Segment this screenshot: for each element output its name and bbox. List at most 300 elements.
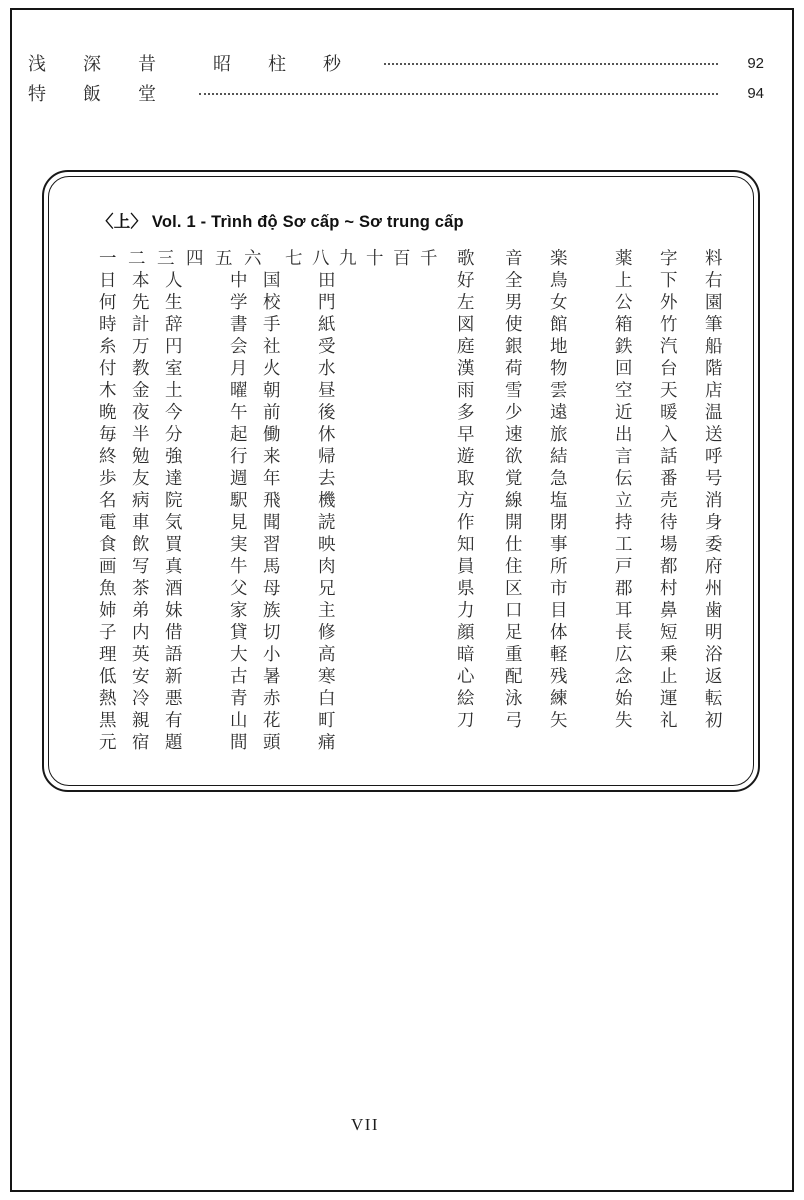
kanji-cell: 借 — [165, 623, 183, 643]
kanji-cell: 雨 — [457, 381, 475, 401]
kanji-cell: 近 — [615, 403, 633, 423]
kanji-cell: 本 — [132, 271, 150, 291]
kanji-cell: 何 — [99, 293, 117, 313]
kanji-cell: 父 — [230, 579, 248, 599]
kanji-cell: 五 — [215, 249, 233, 269]
kanji-cell: 学 — [230, 293, 248, 313]
kanji-cell: 話 — [660, 447, 678, 467]
kanji-cell: 月 — [230, 359, 248, 379]
kanji-cell: 青 — [230, 689, 248, 709]
kanji-cell: 住 — [505, 557, 523, 577]
kanji-cell: 年 — [263, 469, 281, 489]
kanji-cell: 酒 — [165, 579, 183, 599]
kanji-cell: 立 — [615, 491, 633, 511]
kanji-cell: 乗 — [660, 645, 678, 665]
kanji-cell: 物 — [550, 359, 568, 379]
kanji-cell: 送 — [705, 425, 723, 445]
kanji-cell: 刀 — [457, 711, 475, 731]
kanji-cell: 急 — [550, 469, 568, 489]
kanji-row — [99, 490, 729, 512]
kanji-cell: 親 — [132, 711, 150, 731]
kanji-cell: 十 — [366, 249, 384, 269]
kanji-cell: 中 — [230, 271, 248, 291]
kanji-cell: 毎 — [99, 425, 117, 445]
kanji-cell: 族 — [263, 601, 281, 621]
kanji-row — [99, 270, 729, 292]
kanji-cell: 主 — [318, 601, 336, 621]
kanji-cell: 練 — [550, 689, 568, 709]
kanji-row — [99, 468, 729, 490]
kanji-cell: 町 — [318, 711, 336, 731]
kanji-cell: 教 — [132, 359, 150, 379]
kanji-cell: 水 — [318, 359, 336, 379]
kanji-cell: 歌 — [457, 249, 475, 269]
kanji-cell: 痛 — [318, 733, 336, 753]
kanji-cell: 汽 — [660, 337, 678, 357]
kanji-cell: 熱 — [99, 689, 117, 709]
kanji-cell: 礼 — [660, 711, 678, 731]
kanji-cell: 茶 — [132, 579, 150, 599]
kanji-cell: 天 — [660, 381, 678, 401]
kanji-cell: 地 — [550, 337, 568, 357]
kanji-cell: 修 — [318, 623, 336, 643]
kanji-cell: 紙 — [318, 315, 336, 335]
kanji-cell: 晩 — [99, 403, 117, 423]
kanji-cell: 雲 — [550, 381, 568, 401]
kanji-cell: 員 — [457, 557, 475, 577]
kanji-cell: 飛 — [263, 491, 281, 511]
kanji-cell: 去 — [318, 469, 336, 489]
index-kanji: 柱 — [268, 54, 286, 75]
kanji-row — [99, 424, 729, 446]
kanji-cell: 真 — [165, 557, 183, 577]
index-entry — [28, 78, 764, 108]
kanji-cell: 市 — [550, 579, 568, 599]
kanji-cell: 足 — [505, 623, 523, 643]
kanji-cell: 古 — [230, 667, 248, 687]
kanji-cell: 働 — [263, 425, 281, 445]
kanji-cell: 字 — [660, 249, 678, 269]
kanji-row — [99, 556, 729, 578]
kanji-cell: 欲 — [505, 447, 523, 467]
kanji-cell: 万 — [132, 337, 150, 357]
kanji-cell: 画 — [99, 557, 117, 577]
kanji-cell: 語 — [165, 645, 183, 665]
kanji-cell: 帰 — [318, 447, 336, 467]
kanji-cell: 低 — [99, 667, 117, 687]
kanji-cell: 雪 — [505, 381, 523, 401]
kanji-row — [99, 402, 729, 424]
kanji-cell: 回 — [615, 359, 633, 379]
kanji-cell: 郡 — [615, 579, 633, 599]
kanji-row — [99, 600, 729, 622]
kanji-cell: 病 — [132, 491, 150, 511]
kanji-cell: 弟 — [132, 601, 150, 621]
kanji-cell: 言 — [615, 447, 633, 467]
kanji-row — [99, 336, 729, 358]
kanji-cell: 先 — [132, 293, 150, 313]
kanji-cell: 入 — [660, 425, 678, 445]
kanji-cell: 八 — [312, 249, 330, 269]
kanji-cell: 大 — [230, 645, 248, 665]
kanji-cell: 念 — [615, 667, 633, 687]
kanji-cell: 早 — [457, 425, 475, 445]
kanji-cell: 英 — [132, 645, 150, 665]
kanji-cell: 好 — [457, 271, 475, 291]
kanji-cell: 冷 — [132, 689, 150, 709]
kanji-cell: 読 — [318, 513, 336, 533]
kanji-cell: 室 — [165, 359, 183, 379]
kanji-cell: 元 — [99, 733, 117, 753]
kanji-cell: 曜 — [230, 381, 248, 401]
kanji-cell: 番 — [660, 469, 678, 489]
kanji-cell: 遠 — [550, 403, 568, 423]
kanji-cell: 週 — [230, 469, 248, 489]
kanji-cell: 車 — [132, 513, 150, 533]
kanji-cell: 方 — [457, 491, 475, 511]
kanji-cell: 会 — [230, 337, 248, 357]
kanji-cell: 速 — [505, 425, 523, 445]
kanji-row — [99, 358, 729, 380]
kanji-cell: 気 — [165, 513, 183, 533]
kanji-cell: 口 — [505, 601, 523, 621]
kanji-cell: 映 — [318, 535, 336, 555]
index-page-number: 92 — [747, 54, 764, 72]
kanji-cell: 起 — [230, 425, 248, 445]
kanji-cell: 牛 — [230, 557, 248, 577]
kanji-cell: 休 — [318, 425, 336, 445]
kanji-cell: 付 — [99, 359, 117, 379]
kanji-cell: 六 — [244, 249, 262, 269]
kanji-cell: 薬 — [615, 249, 633, 269]
kanji-cell: 作 — [457, 513, 475, 533]
kanji-cell: 残 — [550, 667, 568, 687]
kanji-cell: 温 — [705, 403, 723, 423]
kanji-cell: 歯 — [705, 601, 723, 621]
kanji-cell: 姉 — [99, 601, 117, 621]
kanji-cell: 兄 — [318, 579, 336, 599]
kanji-cell: 実 — [230, 535, 248, 555]
kanji-cell: 朝 — [263, 381, 281, 401]
kanji-cell: 花 — [263, 711, 281, 731]
kanji-cell: 仕 — [505, 535, 523, 555]
kanji-cell: 目 — [550, 601, 568, 621]
kanji-cell: 荷 — [505, 359, 523, 379]
kanji-cell: 階 — [705, 359, 723, 379]
kanji-cell: 午 — [230, 403, 248, 423]
kanji-cell: 強 — [165, 447, 183, 467]
kanji-cell: 暑 — [263, 667, 281, 687]
kanji-cell: 四 — [186, 249, 204, 269]
kanji-cell: 取 — [457, 469, 475, 489]
kanji-cell: 田 — [318, 271, 336, 291]
kanji-cell: 山 — [230, 711, 248, 731]
kanji-cell: 間 — [230, 733, 248, 753]
kanji-cell: 鼻 — [660, 601, 678, 621]
kanji-cell: 赤 — [263, 689, 281, 709]
kanji-cell: 魚 — [99, 579, 117, 599]
kanji-cell: 校 — [263, 293, 281, 313]
kanji-cell: 空 — [615, 381, 633, 401]
kanji-cell: 身 — [705, 513, 723, 533]
kanji-cell: 計 — [132, 315, 150, 335]
kanji-cell: 失 — [615, 711, 633, 731]
kanji-cell: 行 — [230, 447, 248, 467]
kanji-cell: 都 — [660, 557, 678, 577]
kanji-cell: 悪 — [165, 689, 183, 709]
kanji-cell: 新 — [165, 667, 183, 687]
kanji-cell: 公 — [615, 293, 633, 313]
kanji-cell: 初 — [705, 711, 723, 731]
kanji-cell: 白 — [318, 689, 336, 709]
index-kanji: 浅 — [28, 54, 46, 75]
kanji-cell: 金 — [132, 381, 150, 401]
kanji-cell: 開 — [505, 513, 523, 533]
kanji-cell: 心 — [457, 667, 475, 687]
kanji-cell: 銀 — [505, 337, 523, 357]
kanji-cell: 料 — [705, 249, 723, 269]
kanji-cell: 切 — [263, 623, 281, 643]
kanji-cell: 辞 — [165, 315, 183, 335]
kanji-cell: 肉 — [318, 557, 336, 577]
kanji-cell: 鉄 — [615, 337, 633, 357]
kanji-volume-box — [42, 170, 760, 792]
kanji-cell: 今 — [165, 403, 183, 423]
index-kanji: 秒 — [323, 54, 341, 75]
kanji-cell: 浴 — [705, 645, 723, 665]
kanji-cell: 持 — [615, 513, 633, 533]
kanji-cell: 九 — [339, 249, 357, 269]
kanji-cell: 上 — [615, 271, 633, 291]
kanji-cell: 昼 — [318, 381, 336, 401]
kanji-cell: 県 — [457, 579, 475, 599]
kanji-cell: 知 — [457, 535, 475, 555]
kanji-cell: 夜 — [132, 403, 150, 423]
kanji-cell: 塩 — [550, 491, 568, 511]
kanji-cell: 工 — [615, 535, 633, 555]
kanji-cell: 暗 — [457, 645, 475, 665]
kanji-cell: 二 — [128, 249, 146, 269]
kanji-cell: 泳 — [505, 689, 523, 709]
kanji-cell: 遊 — [457, 447, 475, 467]
kanji-row — [99, 512, 729, 534]
index-kanji: 深 — [83, 54, 101, 75]
index-page-number: 94 — [747, 84, 764, 102]
kanji-cell: 人 — [165, 271, 183, 291]
kanji-row — [99, 446, 729, 468]
kanji-cell: 買 — [165, 535, 183, 555]
kanji-cell: 外 — [660, 293, 678, 313]
kanji-cell: 待 — [660, 513, 678, 533]
kanji-cell: 国 — [263, 271, 281, 291]
kanji-cell: 広 — [615, 645, 633, 665]
kanji-cell: 後 — [318, 403, 336, 423]
kanji-row — [99, 710, 729, 732]
kanji-cell: 三 — [157, 249, 175, 269]
dotted-leader — [199, 93, 718, 95]
kanji-cell: 名 — [99, 491, 117, 511]
index-kanji: 昭 — [213, 54, 231, 75]
kanji-cell: 友 — [132, 469, 150, 489]
kanji-cell: 手 — [263, 315, 281, 335]
kanji-row — [99, 688, 729, 710]
kanji-grid — [99, 248, 729, 754]
kanji-cell: 機 — [318, 491, 336, 511]
kanji-row — [99, 292, 729, 314]
kanji-cell: 子 — [99, 623, 117, 643]
kanji-cell: 消 — [705, 491, 723, 511]
kanji-cell: 左 — [457, 293, 475, 313]
kanji-cell: 右 — [705, 271, 723, 291]
kanji-cell: 所 — [550, 557, 568, 577]
kanji-cell: 七 — [285, 249, 303, 269]
kanji-cell: 歩 — [99, 469, 117, 489]
kanji-cell: 土 — [165, 381, 183, 401]
volume-title: 〈上〉 Vol. 1 - Trình độ Sơ cấp ~ Sơ trung cấp — [97, 213, 464, 231]
kanji-cell: 売 — [660, 491, 678, 511]
kanji-cell: 小 — [263, 645, 281, 665]
dotted-leader — [384, 63, 718, 65]
kanji-cell: 使 — [505, 315, 523, 335]
kanji-cell: 貸 — [230, 623, 248, 643]
kanji-cell: 返 — [705, 667, 723, 687]
kanji-cell: 呼 — [705, 447, 723, 467]
page-number: VII — [350, 1115, 380, 1134]
kanji-cell: 写 — [132, 557, 150, 577]
kanji-cell: 転 — [705, 689, 723, 709]
kanji-cell: 事 — [550, 535, 568, 555]
kanji-cell: 伝 — [615, 469, 633, 489]
kanji-cell: 州 — [705, 579, 723, 599]
kanji-cell: 館 — [550, 315, 568, 335]
kanji-cell: 短 — [660, 623, 678, 643]
kanji-cell: 委 — [705, 535, 723, 555]
kanji-row — [99, 314, 729, 336]
index-list — [28, 48, 764, 108]
kanji-cell: 書 — [230, 315, 248, 335]
kanji-cell: 聞 — [263, 513, 281, 533]
kanji-cell: 前 — [263, 403, 281, 423]
kanji-cell: 母 — [263, 579, 281, 599]
kanji-cell: 習 — [263, 535, 281, 555]
kanji-cell: 運 — [660, 689, 678, 709]
index-kanji: 堂 — [138, 84, 156, 105]
kanji-cell: 下 — [660, 271, 678, 291]
kanji-cell: 一 — [99, 249, 117, 269]
kanji-cell: 半 — [132, 425, 150, 445]
kanji-cell: 見 — [230, 513, 248, 533]
kanji-cell: 戸 — [615, 557, 633, 577]
kanji-cell: 図 — [457, 315, 475, 335]
kanji-cell: 家 — [230, 601, 248, 621]
kanji-cell: 配 — [505, 667, 523, 687]
kanji-cell: 音 — [505, 249, 523, 269]
kanji-cell: 力 — [457, 601, 475, 621]
kanji-cell: 駅 — [230, 491, 248, 511]
kanji-cell: 生 — [165, 293, 183, 313]
kanji-cell: 矢 — [550, 711, 568, 731]
kanji-cell: 有 — [165, 711, 183, 731]
kanji-cell: 園 — [705, 293, 723, 313]
kanji-cell: 体 — [550, 623, 568, 643]
kanji-cell: 竹 — [660, 315, 678, 335]
kanji-cell: 全 — [505, 271, 523, 291]
kanji-cell: 庭 — [457, 337, 475, 357]
kanji-cell: 高 — [318, 645, 336, 665]
kanji-cell: 院 — [165, 491, 183, 511]
kanji-cell: 閉 — [550, 513, 568, 533]
kanji-cell: 絵 — [457, 689, 475, 709]
index-entry — [28, 48, 764, 78]
kanji-cell: 木 — [99, 381, 117, 401]
kanji-cell: 筆 — [705, 315, 723, 335]
kanji-cell: 鳥 — [550, 271, 568, 291]
index-kanji: 飯 — [83, 84, 101, 105]
kanji-cell: 妹 — [165, 601, 183, 621]
kanji-cell: 店 — [705, 381, 723, 401]
kanji-cell: 男 — [505, 293, 523, 313]
kanji-cell: 日 — [99, 271, 117, 291]
kanji-cell: 長 — [615, 623, 633, 643]
kanji-cell: 受 — [318, 337, 336, 357]
kanji-cell: 安 — [132, 667, 150, 687]
kanji-cell: 食 — [99, 535, 117, 555]
kanji-cell: 寒 — [318, 667, 336, 687]
kanji-cell: 理 — [99, 645, 117, 665]
kanji-cell: 旅 — [550, 425, 568, 445]
kanji-cell: 分 — [165, 425, 183, 445]
kanji-cell: 黒 — [99, 711, 117, 731]
kanji-cell: 重 — [505, 645, 523, 665]
index-kanji: 昔 — [138, 54, 156, 75]
kanji-cell: 号 — [705, 469, 723, 489]
kanji-cell: 勉 — [132, 447, 150, 467]
kanji-cell: 飲 — [132, 535, 150, 555]
kanji-cell: 出 — [615, 425, 633, 445]
kanji-cell: 顔 — [457, 623, 475, 643]
kanji-cell: 内 — [132, 623, 150, 643]
kanji-cell: 頭 — [263, 733, 281, 753]
kanji-cell: 覚 — [505, 469, 523, 489]
kanji-cell: 明 — [705, 623, 723, 643]
kanji-row — [99, 578, 729, 600]
kanji-cell: 火 — [263, 359, 281, 379]
kanji-cell: 社 — [263, 337, 281, 357]
kanji-cell: 千 — [420, 249, 438, 269]
kanji-cell: 糸 — [99, 337, 117, 357]
kanji-cell: 耳 — [615, 601, 633, 621]
kanji-cell: 時 — [99, 315, 117, 335]
kanji-cell: 結 — [550, 447, 568, 467]
kanji-cell: 少 — [505, 403, 523, 423]
kanji-cell: 題 — [165, 733, 183, 753]
kanji-cell: 門 — [318, 293, 336, 313]
kanji-cell: 暖 — [660, 403, 678, 423]
kanji-cell: 台 — [660, 359, 678, 379]
kanji-cell: 区 — [505, 579, 523, 599]
kanji-cell: 電 — [99, 513, 117, 533]
kanji-cell: 楽 — [550, 249, 568, 269]
kanji-cell: 終 — [99, 447, 117, 467]
kanji-cell: 漢 — [457, 359, 475, 379]
kanji-cell: 弓 — [505, 711, 523, 731]
index-kanji: 特 — [28, 84, 46, 105]
kanji-row — [99, 732, 729, 754]
kanji-cell: 達 — [165, 469, 183, 489]
kanji-cell: 円 — [165, 337, 183, 357]
kanji-cell: 来 — [263, 447, 281, 467]
kanji-cell: 百 — [393, 249, 411, 269]
